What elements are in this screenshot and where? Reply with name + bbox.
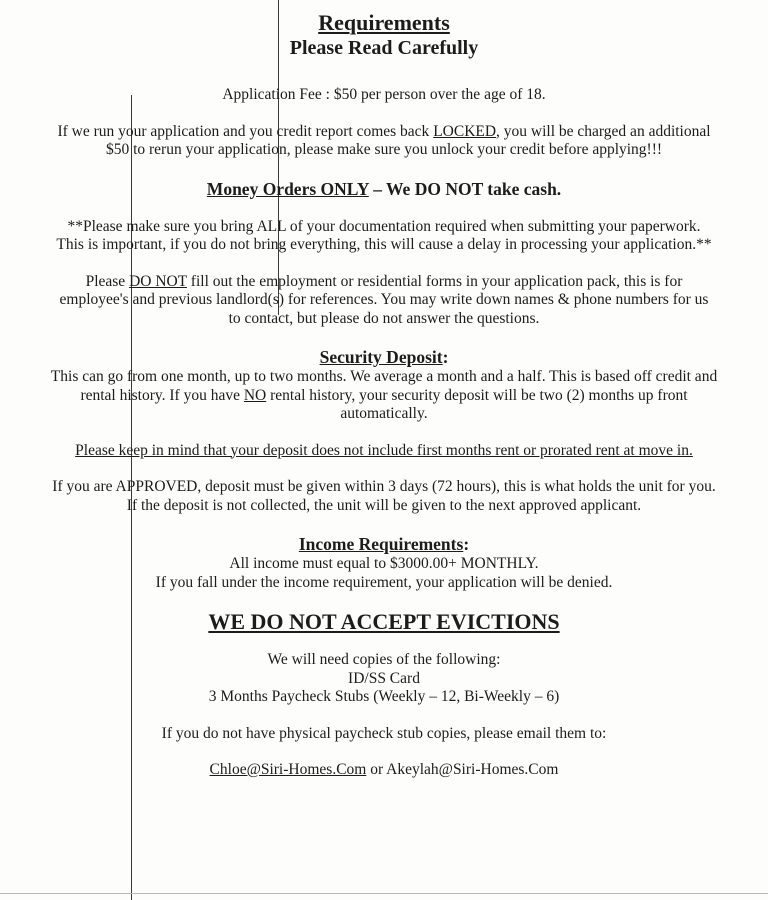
contact-emails <box>0 761 768 780</box>
approved-deposit-note: If you are APPROVED, deposit must be given within 3 days (72 hours), this is what holds the unit for you. If the deposit is not collected, the unit will be given to the next approved applicant. <box>52 478 716 514</box>
copies-intro: We will need copies of the following: <box>267 651 501 668</box>
email-link-chloe[interactable]: Chloe@Siri-Homes.Com <box>209 761 367 778</box>
email-separator: or <box>366 761 387 778</box>
locked-word: LOCKED <box>433 122 497 140</box>
bottom-rule <box>0 893 768 894</box>
evictions-heading: WE DO NOT ACCEPT EVICTIONS <box>208 609 560 634</box>
deposit-text-after: rental history, your security deposit will be two (2) months up front automatically. <box>266 386 688 422</box>
email-note: If you do not have physical paycheck stub copies, please email them to: <box>161 724 607 742</box>
locked-text-before: If we run your application and you credit report comes back <box>57 122 434 140</box>
employment-forms-note <box>53 273 715 329</box>
locked-text-after: , you will be charged an additional $50 to rerun your application, please make sure you unlock your credit before applying!!! <box>105 122 711 158</box>
income-line-2: If you fall under the income requirement, your application will be denied. <box>155 573 613 591</box>
income-heading <box>0 534 768 555</box>
deposit-note: Please keep in mind that your deposit does not include first months rent or prorated rent at move in. <box>75 441 693 459</box>
document-body <box>0 10 768 780</box>
application-fee: Application Fee : $50 per person over the age of 18. <box>222 86 546 103</box>
security-deposit-text <box>44 368 724 424</box>
deposit-text-before: This can go from one month, up to two months. We average a month and a half. This is based off credit and rental history. If you have <box>50 368 718 404</box>
email-akeylah: Akeylah@Siri-Homes.Com <box>386 761 559 778</box>
page-title: Requirements <box>318 10 450 35</box>
money-orders-underlined: Money Orders ONLY <box>206 178 369 199</box>
employment-text-before: Please <box>85 272 130 290</box>
income-line-1: All income must equal to $3000.00+ MONTHLY. <box>229 555 539 572</box>
security-deposit-heading-suffix: : <box>442 347 449 367</box>
deposit-text-emphasis: NO <box>243 386 267 404</box>
money-orders-heading <box>0 179 768 200</box>
locked-credit-notice <box>54 123 714 160</box>
income-heading-text: Income Requirements <box>298 534 464 554</box>
employment-text-after: fill out the employment or residential forms in your application pack, this is for employee's and previous landlord(s) for references. You may write down names & phone numbers for us to contact, but please do not answer the questions. <box>59 272 709 327</box>
security-deposit-heading <box>0 347 768 368</box>
employment-emphasis: DO NOT <box>129 272 187 290</box>
documentation-note: **Please make sure you bring ALL of your documentation required when submitting your paperwork. This is important, if you do not bring everything, this will cause a delay in processing your application.** <box>56 217 712 253</box>
money-orders-rest: – We DO NOT take cash. <box>368 178 562 199</box>
income-heading-suffix: : <box>463 534 470 554</box>
copies-item-paystubs: 3 Months Paycheck Stubs (Weekly – 12, Bi-Weekly – 6) <box>208 688 560 705</box>
copies-item-id: ID/SS Card <box>348 669 420 687</box>
page-subtitle: Please Read Carefully <box>289 37 479 59</box>
security-deposit-heading-text: Security Deposit <box>319 347 443 367</box>
